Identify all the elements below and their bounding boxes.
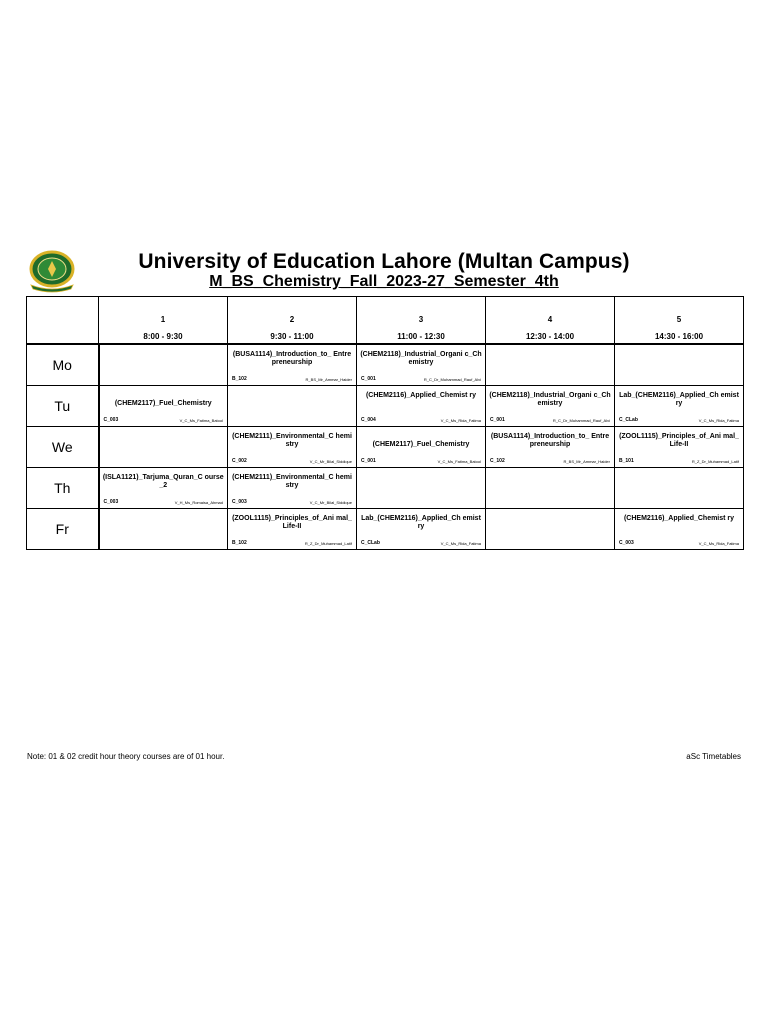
day-label: Th: [27, 468, 99, 509]
teacher-label: V_C_Ms_Rida_Fatima: [698, 541, 739, 546]
period-time: 9:30 - 11:00: [270, 332, 314, 341]
course-name: (CHEM2116)_Applied_Chemist ry: [365, 392, 477, 399]
lesson-card[interactable]: [615, 509, 744, 550]
room-label: B_102: [232, 376, 247, 382]
period-number: 1: [160, 315, 166, 324]
day-label: We: [27, 427, 99, 468]
period-time: 11:00 - 12:30: [397, 332, 445, 341]
room-label: B_101: [619, 458, 634, 464]
lesson-card[interactable]: [615, 386, 744, 427]
period-header: [615, 297, 744, 345]
lesson-card[interactable]: [357, 344, 486, 386]
lesson-card[interactable]: [486, 427, 615, 468]
course-name: (BUSA1114)_Introduction_to_ Entrepreneurship: [232, 351, 352, 366]
empty-slot: [99, 427, 228, 468]
room-label: C_001: [361, 376, 376, 382]
footer-note: Note: 01 & 02 credit hour theory courses are of 01 hour.: [27, 752, 225, 761]
room-label: C_003: [103, 417, 119, 423]
empty-slot: [486, 468, 615, 509]
teacher-label: R_BS_Mr_Ammar_Haider: [305, 377, 352, 382]
period-time: 14:30 - 16:00: [654, 332, 704, 341]
lesson-card[interactable]: [486, 386, 615, 427]
day-label: Fr: [27, 509, 99, 550]
course-name: (CHEM2111)_Environmental_C hemistry: [232, 433, 352, 448]
period-header: [486, 297, 615, 345]
lesson-card[interactable]: [99, 386, 228, 427]
day-row: [27, 386, 744, 427]
teacher-label: R_C_Dr_Muhammad_Rauf_Alvi: [423, 377, 481, 382]
period-time: 12:30 - 14:00: [525, 332, 575, 341]
teacher-label: R_C_Dr_Muhammad_Rauf_Alvi: [552, 418, 610, 423]
empty-slot: [228, 386, 357, 427]
period-header: [357, 297, 486, 345]
room-label: C_001: [361, 458, 376, 464]
page-title: University of Education Lahore (Multan Campus): [138, 250, 630, 273]
teacher-label: R_BS_Mr_Ammar_Haider: [563, 459, 610, 464]
period-header-row: [27, 297, 744, 345]
teacher-label: R_Z_Dr_Muhammad_Latif: [691, 459, 739, 464]
period-number: 3: [418, 315, 424, 324]
lesson-card[interactable]: [228, 468, 357, 509]
teacher-label: V_C_Ms_Fatima_Batool: [179, 418, 223, 423]
timetable-subtitle: M_BS_Chemistry_Fall_2023-27_Semester_4th: [209, 273, 559, 290]
period-number: 5: [676, 315, 682, 324]
empty-slot: [486, 509, 615, 550]
lesson-card[interactable]: [357, 386, 486, 427]
day-label: Tu: [27, 386, 99, 427]
day-label: Mo: [27, 344, 99, 386]
period-header: [99, 297, 228, 345]
room-label: C_002: [232, 458, 247, 464]
lesson-card[interactable]: [357, 427, 486, 468]
corner-cell: [27, 297, 99, 345]
empty-slot: [357, 468, 486, 509]
day-row: [27, 427, 744, 468]
course-name: (ISLA1121)_Tarjuma_Quran_C ourse_2: [102, 474, 224, 489]
lesson-card[interactable]: [357, 509, 486, 550]
period-number: 2: [289, 315, 295, 324]
empty-slot: [99, 344, 228, 386]
empty-slot: [615, 344, 744, 386]
room-label: B_102: [232, 540, 247, 546]
course-name: (BUSA1114)_Introduction_to_ Entrepreneurship: [490, 433, 610, 448]
day-row: [27, 509, 744, 550]
lesson-card[interactable]: [228, 344, 357, 386]
course-name: Lab_(CHEM2116)_Applied_Ch emistry: [619, 392, 739, 407]
teacher-label: V_C_Mr_Bilal_Siddique: [309, 459, 352, 464]
teacher-label: V_C_Ms_Rida_Fatima: [440, 541, 481, 546]
period-number: 4: [547, 315, 553, 324]
lesson-card[interactable]: [228, 509, 357, 550]
footer-credit: aSc Timetables: [686, 752, 741, 761]
course-name: (ZOOL1115)_Principles_of_Ani mal_Life-II: [619, 433, 739, 448]
period-header: [228, 297, 357, 345]
day-row: [27, 344, 744, 386]
lesson-card[interactable]: [615, 427, 744, 468]
course-name: (CHEM2117)_Fuel_Chemistry: [114, 400, 212, 407]
teacher-label: V_C_Mr_Bilal_Siddique: [309, 500, 352, 505]
teacher-label: V_C_Ms_Rida_Fatima: [698, 418, 739, 423]
course-name: (CHEM2118)_Industrial_Organi c_Chemistry: [360, 351, 482, 366]
teacher-label: V_C_Ms_Rida_Fatima: [440, 418, 481, 423]
teacher-label: V_C_Ms_Fatima_Batool: [437, 459, 481, 464]
course-name: (CHEM2118)_Industrial_Organi c_Chemistry: [489, 392, 611, 407]
course-name: (ZOOL1115)_Principles_of_Ani mal_Life-II: [232, 515, 352, 530]
empty-slot: [615, 468, 744, 509]
course-name: Lab_(CHEM2116)_Applied_Ch emistry: [361, 515, 481, 530]
room-label: C_102: [490, 458, 505, 464]
room-label: C_003: [619, 540, 634, 546]
day-row: [27, 468, 744, 509]
room-label: C_003: [232, 499, 247, 505]
teacher-label: R_Z_Dr_Muhammad_Latif: [304, 541, 352, 546]
room-label: C_CLab: [361, 540, 380, 546]
timetable: [26, 296, 744, 550]
lesson-card[interactable]: [228, 427, 357, 468]
room-label: C_004: [361, 417, 376, 423]
teacher-label: V_H_Ms_Romaisa_Ahmad: [174, 500, 223, 505]
lesson-card[interactable]: [99, 468, 228, 509]
room-label: C_001: [490, 417, 505, 423]
course-name: (CHEM2117)_Fuel_Chemistry: [372, 441, 470, 448]
room-label: C_003: [103, 499, 119, 505]
empty-slot: [99, 509, 228, 550]
course-name: (CHEM2116)_Applied_Chemist ry: [623, 515, 735, 522]
period-time: 8:00 - 9:30: [143, 332, 183, 341]
empty-slot: [486, 344, 615, 386]
course-name: (CHEM2111)_Environmental_C hemistry: [232, 474, 352, 489]
room-label: C_CLab: [619, 417, 638, 423]
